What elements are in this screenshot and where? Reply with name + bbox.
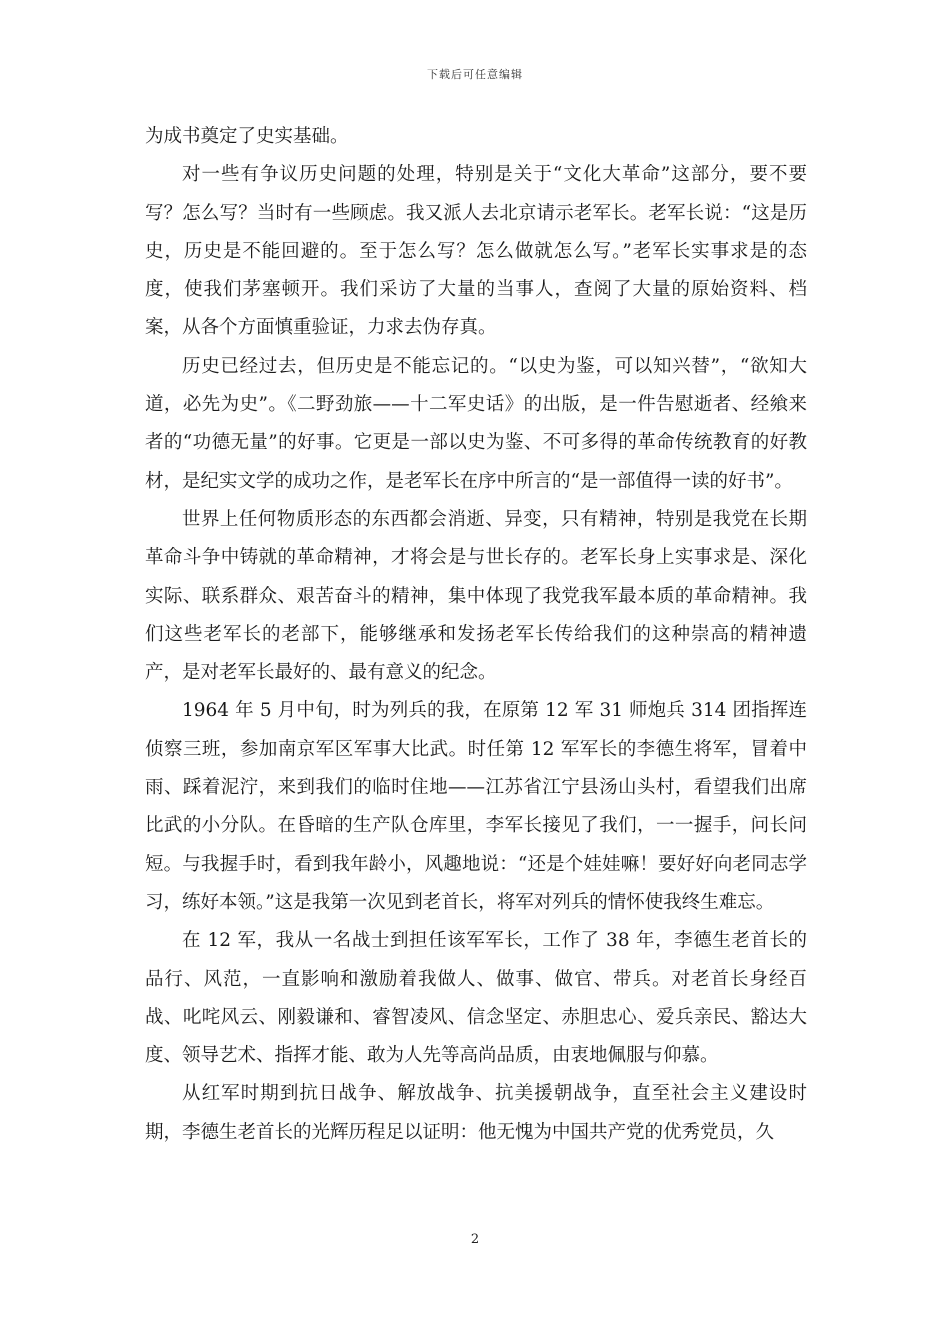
paragraph: 历史已经过去，但历史是不能忘记的。“以史为鉴，可以知兴替”，“欲知大道，必先为史”。《二野劲旅——十二军史话》的出版，是一件告慰逝者、经飨来者的“功德无量”的好事。它更是一部以史为鉴、不可多得的革命传统教育的好教材，是纪实文学的成功之作，是老军长在序中所言的“是一部值得一读的好书”。 bbox=[145, 355, 807, 492]
paragraph: 1964 年 5 月中旬，时为列兵的我，在原第 12 军 31 师炮兵 314 团指挥连侦察三班，参加南京军区军事大比武。时任第 12 军军长的李德生将军，冒着中雨、踩着泥泞，来到我们的临时住地——江苏省江宁县汤山头村，看望我们出席比武的小分队。在昏暗的生产队仓库里，李军长接见了我们，一一握手，问长问短。与我握手时，看到我年龄小，风趣地说：“还是个娃娃嘛！要好好向老同志学习，练好本领。”这是我第一次见到老首长，将军对列兵的情怀使我终生难忘。 bbox=[145, 700, 807, 913]
paragraph-continuation: 为成书奠定了史实基础。 bbox=[145, 126, 349, 147]
paragraph: 从红军时期到抗日战争、解放战争、抗美援朝战争，直至社会主义建设时期，李德生老首长的光辉历程足以证明：他无愧为中国共产党的优秀党员，久 bbox=[145, 1083, 807, 1143]
paragraph: 对一些有争议历史问题的处理，特别是关于“文化大革命”这部分，要不要写？怎么写？当时有一些顾虑。我又派人去北京请示老军长。老军长说：“这是历史，历史是不能回避的。至于怎么写？怎么做就怎么写。”老军长实事求是的态度，使我们茅塞顿开。我们采访了大量的当事人，查阅了大量的原始资料、档案，从各个方面慎重验证，力求去伪存真。 bbox=[145, 164, 807, 339]
paragraph: 世界上任何物质形态的东西都会消逝、异变，只有精神，特别是我党在长期革命斗争中铸就的革命精神，才将会是与世长存的。老军长身上实事求是、深化实际、联系群众、艰苦奋斗的精神，集中体现了我党我军最本质的革命精神。我们这些老军长的老部下，能够继承和发扬老军长传给我们的这种崇高的精神遗产，是对老军长最好的、最有意义的纪念。 bbox=[145, 508, 807, 684]
body-text bbox=[145, 118, 807, 1152]
paragraph: 在 12 军，我从一名战士到担任该军军长，工作了 38 年，李德生老首长的品行、风范，一直影响和激励着我做人、做事、做官、带兵。对老首长身经百战、叱咤风云、刚毅谦和、睿智凌风、信念坚定、赤胆忠心、爱兵亲民、豁达大度、领导艺术、指挥才能、敢为人先等高尚品质，由衷地佩服与仰慕。 bbox=[145, 930, 807, 1067]
page-header: 下载后可任意编辑 bbox=[427, 68, 523, 81]
page-number: 2 bbox=[470, 1232, 480, 1247]
